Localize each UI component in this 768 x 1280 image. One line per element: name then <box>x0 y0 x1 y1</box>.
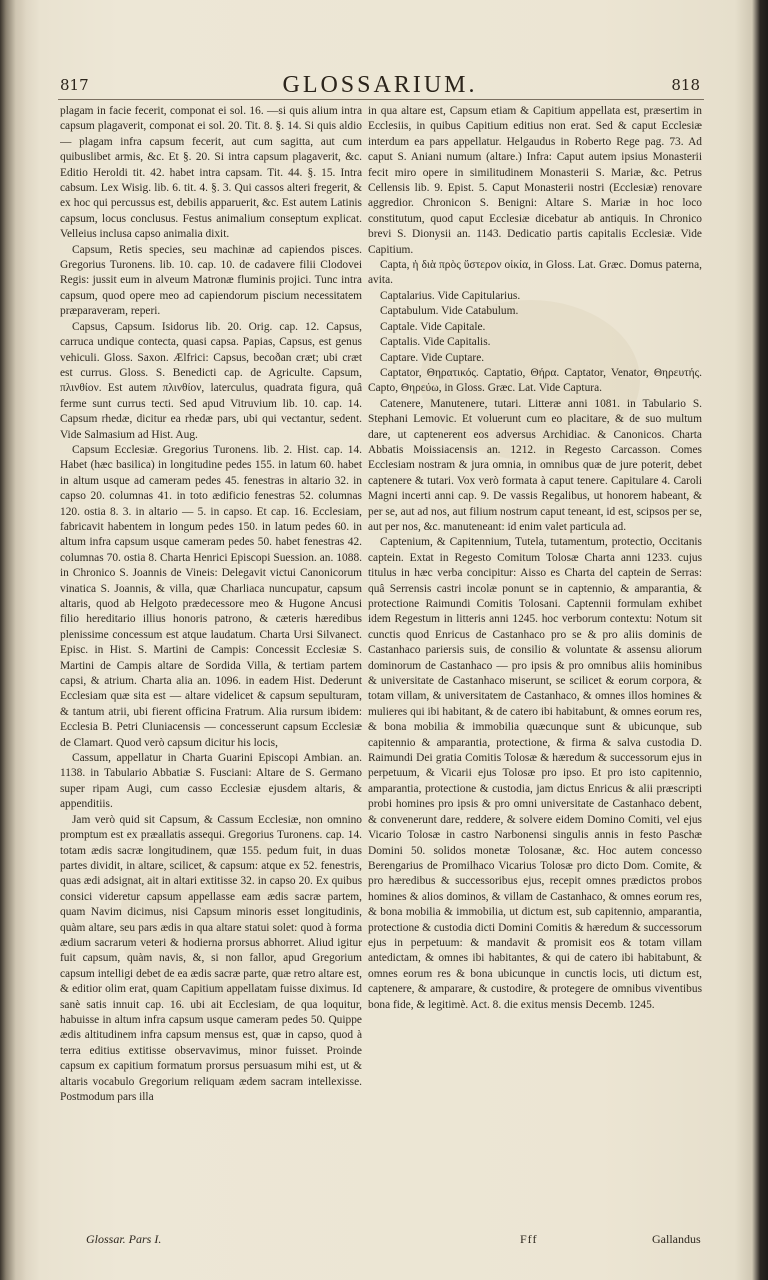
paragraph: Capsum Ecclesiæ. Gregorius Turonens. lib. 2. Hist. cap. 14. Habet (hæc basilica) in longitudine pedes 155. in latum 60. habet in altum usque ad cameram pedes 45. fenestras in altario 32. in capso 20. columnas 41. in toto ædificio fenestras 52. columnas 120. ostia 8. 3. in altario — 5. in capso. Et cap. 16. Ecclesiam, fabricavit habentem in longum pedes 150. in latum pedes 60. in altum infra capsum usque cameram pedes 50. habet fenestras 42. columnas 70. ostia 8. Charta Henrici Episcopi Suession. an. 1088. in Chronico S. Joannis de Vineis: Delegavit victui Canonicorum vinatica S. Joannis, & villa, quæ Charliaca nuncupatur, capsum altaris, quod ab Helgoto prædecessore meo & Hugone Ancusi filio hereditario illius honoris patrono, & cæteris hæredibus plenissime concessum est atque laudatum. Charta Ursi Silvanect. Episc. in Hist. S. Martini de Campis: Concessit Ecclesiæ S. Martini de Campis altare de Sordida Villa, & tertiam partem capsi, & atrium. Charta alia an. 1096. in eadem Hist. Dederunt Ecclesiam quæ sita est — altare videlicet & capsum sepulturam, & tantum atrii, ubi fierent officina Fratrum. Alia rursum ibidem: Ecclesia B. Petri Cluniacensis — concesserunt capsum Ecclesiæ de Clamart. Quod verò capsum dicitur his locis, <box>60 443 362 749</box>
left-column <box>60 104 362 1224</box>
signature-mark: Glossar. Pars I. <box>86 1232 162 1246</box>
page-number-right: 818 <box>671 76 700 94</box>
paragraph: Captator, Θηρατικός. Captatio, Θήρα. Captator, Venator, Θηρευτής. Capto, Θηρεύω, in Gloss. Græc. Lat. Vide Captura. <box>368 366 702 395</box>
paragraph: Capsum, Retis species, seu machinæ ad capiendos pisces. Gregorius Turonens. lib. 10. cap. 10. de cadavere filii Clodovei Regis: jussit eum in alveum Matronæ fluminis projici. Tunc intra capsum, quod opere meo ad capiendorum piscium necessitatem præparaveram, reperi. <box>60 243 362 318</box>
paragraph: Captalis. Vide Capitalis. <box>380 336 491 349</box>
paragraph: in qua altare est, Capsum etiam & Capitium appellata est, præsertim in Ecclesiis, in quibus Capitium editius non erat. Sed & caput Ecclesiæ interdum ea pars appellatur. Helgaudus in Roberto Rege pag. 73. Ad caput S. Aniani numum (altare.) Infra: Caput autem ipsius Monasterii fecit miro opere in similitudinem Monasterii S. Mariæ, &c. Petrus Cellensis lib. 9. Epist. 5. Caput Monasterii nostri (Ecclesiæ) renovare aggredior. Chronicon S. Benigni: Altare S. Mariæ in hoc loco constitutum, quod caput Ecclesiæ dicebatur ab antiquis. In Chronico brevi S. Dionysii an. 1143. Dedicatio partis capitalis Ecclesiæ. Vide Capitium. <box>368 105 702 256</box>
paragraph: Catenere, Manutenere, tutari. Litteræ anni 1081. in Tabulario S. Stephani Lemovic. Et voluerunt cum eo placitare, & de suo multum dare, ut captenerent eos adversus Archidiac. & Canonicos. Charta Abbatis Moissiacensis an. 1212. in Regesto Carcasson. Comes Ecclesiam nostram & jura omnia, in omnibus quæ de jure poterit, debet captenere & tutari. Vox verò formata à caput tenere. Capitulare 4. Caroli Magni incerti anni cap. 9. De vassis Regalibus, ut honorem habeant, & per se, aut ad nos, aut filium nostrum caput teneant, id est, scipsos per se, aut per nos, &c. manuteneant: id enim valet particula ad. <box>368 397 702 533</box>
page-number-left: 817 <box>60 76 89 94</box>
binding-gutter <box>0 0 26 1280</box>
paragraph: Capsus, Capsum. Isidorus lib. 20. Orig. cap. 12. Capsus, carruca undique contecta, quasi capsa. Papias, Capsus, est genus vehiculi. Gloss. Saxon. Ælfrici: Capsus, becoðan cræt; ubi cræt est currus. Gloss. S. Benedicti cap. de Agriculte. Capsum, πλινθίον. Est autem πλινθίον, laterculus, quadrata figura, quâ ferme sunt currus tecti. Sed apud Vitruvium lib. 10. cap. 14. Capsum rhedæ, dicitur ea rhedæ pars, ubi qui vectantur, sedent. Vide Salmasium ad Hist. Aug. <box>60 320 362 441</box>
paragraph: Captare. Vide Cuptare. <box>380 351 485 364</box>
paragraph: plagam in facie fecerit, componat ei sol. 16. —si quis alium intra capsum plagaverit, componat ei sol. 20. Tit. 8. §. 14. Si quis aldio — plagam infra capsum fecerit, aut cum sagitta, aut cum quibuslibet armis, &c. Et §. 20. Si intra capsum plagaverit, &c. Editio Heroldi tit. 42. habet intra capsam. Tit. 44. §. 15. Intra cabsum. Lex Wisig. lib. 6. tit. 4. §. 3. Qui cassos alteri fregerit, & ex hoc qui percussus est, debilis apparuerit, &c. Est autem Latinis capsum, locus conclusus. Festus animalium conseptum explicat. Velleius inclusa capso animalia dixit. <box>60 105 362 241</box>
paragraph: Jam verò quid sit Capsum, & Cassum Ecclesiæ, non omnino promptum est ex præallatis assequi. Gregorius Turonens. cap. 14. totam ædis sacræ longitudinem, quæ 155. pedum fuit, in duas partes dividit, in altare, scilicet, & capsum: atque ex 52. fenestris, quas ædi adsignat, ait in altari extitisse 32. in capso 20. Ex quibus consici videretur capsum appellasse eam ædis sacræ partem, quam Navim dicimus, nisi Capsum minoris esset longitudinis, quàm altare, seu pars ædis in qua altare statui solet: quod à forma ædium sacrarum veteri & hodierna prorsus abhorret. Aliud igitur fuit capsum, quàm navis, &, si non fallor, apud Gregorium capsum intelligi debet de ea ædis sacræ parte, quæ retro altare est, & editior olim erat, quam Capitium appellatam fuisse diximus. Id sanè satis innuit cap. 16. ubi ait Ecclesiam, de qua loquitur, habuisse in altum infra capsum usque cameram pedes 50. Quippe ædis altitudinem infra capsum mensus est, quæ in capso, quod à terra editius extitisse observavimus, minor fuisset. Proinde capsum ex capitium formatum prorsus persuasum mihi est, ut & altaris vocabulo Gregorium reliquam ædem sacram intellexisse. Postmodum pars illa <box>60 813 362 1103</box>
right-column <box>368 104 702 1224</box>
paragraph: Captenium, & Capitennium, Tutela, tutamentum, protectio, Occitanis captein. Extat in Regesto Comitum Tolosæ Charta anni 1233. cujus titulus in hæc verba concipitur: Aisso es Charta del captein de Serras: quâ Serrensis castri incolæ ponunt se in captennio, & amparantia, & protectione Raimundi Comitis Tolosani. Captennii formulam exhibet idem Regestum in litteris anni 1245. hoc verborum contextu: Notum sit cunctis quod Enricus de Castanhaco pro se & pro aliis dominis de Castanhaco pariersis suis, de consilio & voluntate & assensu aliorum dominorum de Castanhaco — pro ipsis & pro omnibus aliis hominibus & universitate de Castanhaco miserunt, se scilicet & eorum corpora, & totam villam, & universitatem de Castanhaco, & omnes illos homines & mulieres qui ibi habitant, & de catero ibi habitabunt, & omnes eorum res, & bona mobilia & immobilia quæcunque sunt & ubicunque, sub capitennio & amparantia, protectione, & firma & salva custodia D. Raimundi Dei gratia Comitis Tolosæ & hæredum & successorum ejus in perpetuum, & Vicarii ejus Tolosæ pro ipso. Et pro isto capitennio, amparantia, protectione & custodia, jam dictus Enricus & alii præscripti probi homines pro ipsis & pro omni universitate de Castanhaco debent, & convenerunt dare, reddere, & solvere eidem Domino Comiti, vel ejus Vicario Tolosæ in castro Narbonensi singulis annis in festo Paschæ Domini 50. solidos monetæ Tolosanæ, &c. Hoc autem concesso Berengarius de Promilhaco Vicarius Tolosæ pro dicto Dom. Comite, & pro hæredibus & successoribus ejus, recepit omnes prædictos probos homines & alios dominos, & villam de Castanhaco, & omnes eorum res, & bona mobilia & immobilia, ut dictum est, sub capitennio, amparantia, protectione & custodia dicti Domini Comitis & hæredum & successorum ejus in perpetuum: & mandavit & promisit eos & totam villam antedictam, & omnes ibi habitantes, & qui de catero ibi habitabunt, & omnes eorum res & bona ubicunque in cunctis locis, uti dictum est, captenere, & amparare, & custodire, & protegere de omnibus viventibus bona fide, & legitimè. Act. 8. die exitus mensis Decemb. 1245. <box>368 536 702 1011</box>
paragraph: Cassum, appellatur in Charta Guarini Episcopi Ambian. an. 1138. in Tabulario Abbatiæ S. Fusciani: Altare de S. Germano super ripam Augi, cum casso Ecclesiæ ejusdem altaris, & appenditiis. <box>60 752 362 811</box>
header-rule <box>58 99 704 100</box>
paragraph: Captabulum. Vide Catabulum. <box>380 305 519 318</box>
sheet-mark: Fff <box>520 1232 538 1246</box>
running-header <box>60 72 700 100</box>
paragraph: Capta, ἡ διὰ πρὸς ὕστερον οἰκία, in Gloss. Lat. Græc. Domus paterna, avita. <box>368 259 702 287</box>
paragraph: Captale. Vide Capitale. <box>380 320 486 333</box>
running-title: GLOSSARIUM. <box>282 72 478 98</box>
paragraph: Captalarius. Vide Capitularius. <box>380 289 521 302</box>
catchword: Gallandus <box>652 1232 701 1246</box>
